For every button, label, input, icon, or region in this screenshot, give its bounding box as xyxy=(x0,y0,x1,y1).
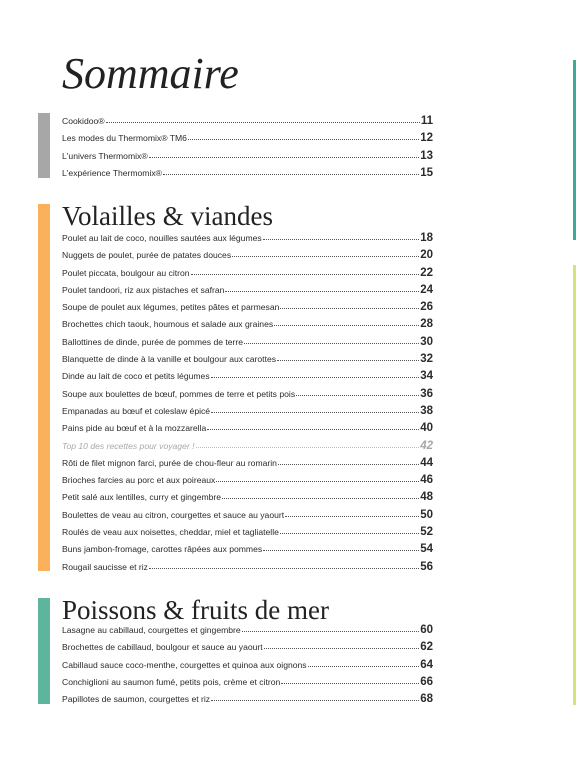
toc-entry-title: Top 10 des recettes pour voyager ! xyxy=(62,440,195,451)
toc-entry[interactable] xyxy=(62,420,433,437)
toc-entry[interactable] xyxy=(62,541,433,558)
poissons-color-bar xyxy=(38,598,50,704)
toc-entry[interactable] xyxy=(62,113,433,130)
toc-entry-title: Petit salé aux lentilles, curry et gingembre xyxy=(62,492,222,503)
dot-leader xyxy=(280,533,419,534)
dot-leader xyxy=(244,343,419,344)
toc-entry[interactable] xyxy=(62,472,433,489)
toc-entry-title: Pains pide au bœuf et à la mozzarella xyxy=(62,423,207,434)
dot-leader xyxy=(188,139,419,140)
toc-entry[interactable] xyxy=(62,455,433,472)
toc-entry[interactable] xyxy=(62,622,433,639)
toc-entry-page: 13 xyxy=(420,149,433,162)
dot-leader xyxy=(285,516,419,517)
toc-entry-page: 52 xyxy=(420,526,433,539)
dot-leader xyxy=(232,256,419,257)
toc-entry-page: 30 xyxy=(420,335,433,348)
toc-entry-title: L'univers Thermomix® xyxy=(62,150,148,161)
toc-entry-title: Cookidoo® xyxy=(62,116,105,126)
toc-entry-page: 48 xyxy=(420,491,433,504)
volailles-section xyxy=(0,200,576,580)
toc-entry-page: 42 xyxy=(420,439,433,452)
toc-entry-page: 28 xyxy=(420,318,433,331)
toc-entry-page: 60 xyxy=(420,624,433,636)
dot-leader xyxy=(216,481,419,482)
toc-entry[interactable] xyxy=(62,351,433,368)
toc-entry-page: 34 xyxy=(420,370,433,383)
dot-leader xyxy=(106,122,420,123)
toc-entry[interactable] xyxy=(62,524,433,541)
toc-entry-title: Rôti de filet mignon farci, purée de chou-fleur au romarin xyxy=(62,457,277,468)
toc-entry-special[interactable] xyxy=(62,438,433,455)
dot-leader xyxy=(207,429,419,430)
toc-entry[interactable] xyxy=(62,403,433,420)
toc-entry-title: Poulet au lait de coco, nouilles sautées aux légumes xyxy=(62,233,262,243)
toc-entry-page: 40 xyxy=(420,422,433,435)
dot-leader xyxy=(274,325,419,326)
toc-entry-title: Soupe de poulet aux légumes, petites pâtes et parmesan xyxy=(62,302,280,313)
volailles-entries xyxy=(62,230,433,576)
toc-entry-page: 12 xyxy=(420,132,433,145)
toc-entry[interactable] xyxy=(62,165,433,182)
toc-entry[interactable] xyxy=(62,674,433,691)
toc-entry-title: Brochettes de cabillaud, boulgour et sauce au yaourt xyxy=(62,642,263,653)
dot-leader xyxy=(149,568,419,569)
toc-entry-page: 24 xyxy=(420,283,433,296)
toc-entry-page: 46 xyxy=(420,474,433,487)
toc-entry-page: 44 xyxy=(420,456,433,469)
dot-leader xyxy=(264,648,420,649)
toc-entry-title: Papillotes de saumon, courgettes et riz xyxy=(62,694,211,705)
toc-entry-page: 64 xyxy=(420,658,433,671)
dot-leader xyxy=(281,683,419,684)
toc-entry[interactable] xyxy=(62,230,433,247)
toc-entry-page: 38 xyxy=(420,404,433,417)
toc-entry-page: 11 xyxy=(420,115,433,127)
toc-entry[interactable] xyxy=(62,559,433,576)
toc-entry-title: Boulettes de veau au citron, courgettes et sauce au yaourt xyxy=(62,509,285,520)
dot-leader xyxy=(211,412,419,413)
dot-leader xyxy=(277,360,419,361)
toc-entry[interactable] xyxy=(62,334,433,351)
toc-entry-page: 66 xyxy=(420,675,433,688)
toc-entry[interactable] xyxy=(62,691,433,708)
toc-entry-title: Nuggets de poulet, purée de patates douces xyxy=(62,250,232,261)
toc-entry-page: 15 xyxy=(420,166,433,179)
dot-leader xyxy=(196,447,420,448)
toc-entry-page: 68 xyxy=(420,693,433,706)
toc-entry-title: Poulet piccata, boulgour au citron xyxy=(62,267,190,278)
dot-leader xyxy=(225,291,419,292)
toc-entry-page: 26 xyxy=(420,301,433,314)
dot-leader xyxy=(308,666,420,667)
toc-entry[interactable] xyxy=(62,282,433,299)
toc-entry-title: Brochettes chich taouk, houmous et salade aux graines xyxy=(62,319,274,330)
toc-entry-title: Brioches farcies au porc et aux poireaux xyxy=(62,475,216,486)
toc-entry-title: L'expérience Thermomix® xyxy=(62,167,162,178)
toc-entry-page: 50 xyxy=(420,508,433,521)
volailles-color-bar xyxy=(38,204,50,571)
toc-entry-page: 62 xyxy=(420,641,433,654)
toc-entry[interactable] xyxy=(62,265,433,282)
toc-entry[interactable] xyxy=(62,368,433,385)
dot-leader xyxy=(263,239,420,240)
toc-entry[interactable] xyxy=(62,386,433,403)
toc-entry[interactable] xyxy=(62,657,433,674)
dot-leader xyxy=(280,308,419,309)
toc-entry-title: Soupe aux boulettes de bœuf, pommes de terre et petits pois xyxy=(62,388,296,399)
toc-entry-page: 54 xyxy=(420,543,433,556)
toc-entry[interactable] xyxy=(62,299,433,316)
toc-entry-title: Lasagne au cabillaud, courgettes et gingembre xyxy=(62,625,241,635)
toc-entry[interactable] xyxy=(62,639,433,656)
dot-leader xyxy=(211,377,420,378)
toc-entry-title: Roulés de veau aux noisettes, cheddar, miel et tagliatelle xyxy=(62,527,279,538)
toc-entry-title: Ballottines de dinde, purée de pommes de terre xyxy=(62,336,244,347)
toc-entry-title: Rougail saucisse et riz xyxy=(62,561,148,572)
toc-entry-title: Buns jambon-fromage, carottes râpées aux pommes xyxy=(62,544,263,555)
toc-entry[interactable] xyxy=(62,316,433,333)
toc-entry-title: Dinde au lait de coco et petits légumes xyxy=(62,371,210,382)
toc-entry-title: Poulet tandoori, riz aux pistaches et safran xyxy=(62,284,225,295)
section-title-volailles: Volailles & viandes xyxy=(62,201,273,231)
toc-entry-page: 18 xyxy=(420,232,433,244)
intro-section xyxy=(0,113,576,183)
dot-leader xyxy=(163,174,419,175)
toc-entry[interactable] xyxy=(62,148,433,165)
toc-entry[interactable] xyxy=(62,489,433,506)
toc-entry-page: 36 xyxy=(420,387,433,400)
dot-leader xyxy=(149,157,420,158)
toc-entry[interactable] xyxy=(62,130,433,147)
toc-entry-title: Conchiglioni au saumon fumé, petits pois, crème et citron xyxy=(62,676,281,687)
poissons-section xyxy=(0,594,576,714)
toc-entry-title: Cabillaud sauce coco-menthe, courgettes et quinoa aux oignons xyxy=(62,659,307,670)
toc-entry-page: 22 xyxy=(420,266,433,279)
toc-entry[interactable] xyxy=(62,507,433,524)
section-title-poissons: Poissons & fruits de mer xyxy=(62,595,329,625)
toc-entry-title: Empanadas au bœuf et coleslaw épicé xyxy=(62,405,211,416)
dot-leader xyxy=(278,464,419,465)
dot-leader xyxy=(191,274,420,275)
toc-entry-page: 56 xyxy=(420,560,433,573)
toc-entry-title: Les modes du Thermomix® TM6 xyxy=(62,133,187,144)
intro-color-bar xyxy=(38,113,50,178)
toc-entry-page: 32 xyxy=(420,353,433,366)
dot-leader xyxy=(211,700,419,701)
intro-entries xyxy=(62,113,433,182)
dot-leader xyxy=(296,395,419,396)
poissons-entries xyxy=(62,622,433,708)
dot-leader xyxy=(263,550,419,551)
toc-entry-page: 20 xyxy=(420,249,433,262)
toc-entry-title: Blanquette de dinde à la vanille et boulgour aux carottes xyxy=(62,354,277,365)
page-title: Sommaire xyxy=(62,49,239,98)
dot-leader xyxy=(222,498,419,499)
toc-entry[interactable] xyxy=(62,247,433,264)
dot-leader xyxy=(242,631,420,632)
